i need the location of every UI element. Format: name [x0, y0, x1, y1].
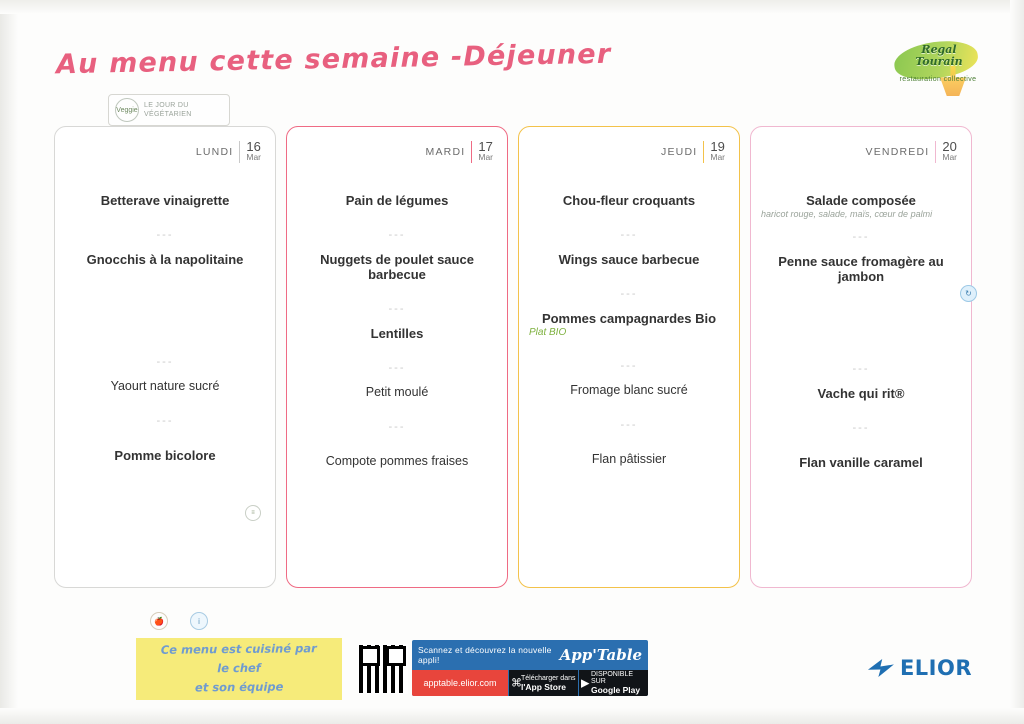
dish-separator: --- [156, 356, 174, 368]
day-name-monday: LUNDI [195, 146, 234, 158]
app-store-button[interactable] [508, 670, 578, 696]
veggie-stamp-label [144, 101, 192, 119]
veggie-stamp-line1: LE JOUR DU [144, 102, 189, 109]
day-name-tuesday: MARDI [425, 146, 466, 158]
app-store-small: Télécharger dans [521, 674, 576, 682]
dish-item: Fromage blanc sucré [570, 383, 688, 397]
dish-separator: --- [620, 229, 638, 241]
dish-item: Betterave vinaigrette [100, 193, 230, 208]
day-column-monday [54, 126, 276, 588]
dish-separator: --- [388, 303, 406, 315]
day-date-month-friday: Mar [942, 152, 957, 162]
day-header-thursday [529, 141, 729, 171]
day-date-number-tuesday: 17 [478, 139, 493, 154]
logo-name-line2: Tourain [915, 55, 963, 68]
company-logo [894, 36, 978, 98]
logo-subtitle: restauration collective [899, 76, 977, 83]
day-column-friday [750, 126, 972, 588]
dish-separator: --- [852, 363, 870, 375]
dish-item: Yaourt nature sucré [110, 379, 220, 393]
info-badge-icon: ↻ [960, 285, 977, 302]
dish-item: Chou-fleur croquants [562, 193, 696, 208]
dish-item: Salade composée [806, 193, 916, 208]
veggie-day-stamp [108, 94, 230, 126]
day-date-number-friday: 20 [942, 139, 957, 154]
veggie-stamp-line2: VÉGÉTARIEN [144, 111, 192, 118]
dish-item: Petit moulé [365, 385, 429, 399]
elior-logo-icon [868, 659, 894, 677]
app-promo-tagline: Scannez et découvrez la nouvelle appli! [418, 645, 552, 665]
dish-separator: --- [156, 415, 174, 427]
app-url-button[interactable]: apptable.elior.com [412, 670, 508, 696]
day-header-friday [761, 141, 961, 171]
dish-separator: --- [388, 421, 406, 433]
veggie-icon: Veggie [115, 98, 139, 122]
dish-item: Lentilles [370, 326, 424, 341]
day-date-tuesday [471, 141, 493, 163]
dish-item: Flan pâtissier [591, 452, 667, 466]
dish-ingredients-note: haricot rouge, salade, maïs, cœur de palmi [761, 209, 933, 219]
google-play-button[interactable] [578, 670, 648, 696]
day-date-monday [239, 141, 261, 163]
scan-edge-left [0, 0, 18, 724]
apple-logo-icon: ⌘ [511, 677, 522, 690]
elior-brand-name: ELIOR [899, 656, 972, 680]
day-name-friday: VENDREDI [865, 146, 930, 158]
dish-separator: --- [620, 360, 638, 372]
google-play-icon: ▶ [581, 677, 590, 690]
apple-icon: 🍎 [150, 612, 168, 630]
day-column-thursday [518, 126, 740, 588]
dish-item: Wings sauce barbecue [558, 252, 700, 267]
app-promo-banner[interactable] [412, 640, 648, 696]
day-date-month-tuesday: Mar [478, 152, 493, 162]
dish-separator: --- [388, 362, 406, 374]
footer-icon-row [150, 612, 208, 630]
chef-note-line3: et son équipe [194, 679, 284, 695]
day-column-tuesday [286, 126, 508, 588]
app-store-label: l'App Store [521, 681, 566, 692]
dish-item: Gnocchis à la napolitaine [86, 252, 244, 267]
day-date-month-monday: Mar [246, 152, 261, 162]
day-date-month-thursday: Mar [710, 152, 725, 162]
day-header-tuesday [297, 141, 497, 171]
dish-separator: --- [620, 288, 638, 300]
day-date-thursday [703, 141, 725, 163]
app-promo-top [412, 640, 648, 670]
dish-list-thursday [529, 193, 729, 467]
day-date-friday [935, 141, 957, 163]
dish-item: Pain de légumes [345, 193, 449, 208]
dish-item: Compote pommes fraises [325, 454, 469, 468]
chef-note-line2: le chef [217, 660, 261, 676]
qr-code-icon[interactable] [358, 644, 408, 694]
app-promo-brand: App'Table [559, 646, 642, 664]
page-title: Au menu cette semaine -Déjeuner [55, 38, 612, 81]
app-promo-bottom [412, 670, 648, 696]
dish-bio-label: Plat BIO [529, 327, 567, 338]
day-header-monday [65, 141, 265, 171]
dish-separator: --- [156, 229, 174, 241]
elior-brand [868, 656, 972, 680]
scan-edge-top [0, 0, 1024, 14]
google-play-small: DISPONIBLE SUR [591, 671, 634, 685]
logo-name [900, 44, 978, 68]
dish-separator: --- [852, 231, 870, 243]
dish-separator: --- [388, 229, 406, 241]
dish-separator: --- [620, 419, 638, 431]
scan-edge-right [1010, 0, 1024, 724]
dish-list-monday [65, 193, 265, 463]
chef-note [136, 639, 343, 698]
day-name-thursday: JEUDI [661, 146, 698, 158]
dish-list-tuesday [297, 193, 497, 469]
google-play-label: Google Play [591, 685, 641, 695]
dish-item: Nuggets de poulet sauce barbecue [320, 252, 474, 282]
veggie-badge-icon: ≡ [245, 505, 261, 521]
day-date-number-thursday: 19 [710, 139, 725, 154]
dish-list-friday [761, 193, 961, 470]
dish-item: Penne sauce fromagère au jambon [778, 254, 944, 284]
dish-item: Pomme bicolore [114, 448, 216, 463]
week-menu-columns [54, 126, 974, 588]
info-icon: i [190, 612, 208, 630]
scan-edge-bottom [0, 708, 1024, 724]
day-date-number-monday: 16 [246, 139, 261, 154]
dish-item: Pommes campagnardes Bio [541, 311, 717, 326]
logo-name-line1: Regal [921, 43, 957, 56]
dish-separator: --- [852, 422, 870, 434]
chef-note-line1: Ce menu est cuisiné par [160, 641, 317, 657]
dish-item: Flan vanille caramel [799, 455, 923, 470]
dish-item: Vache qui rit® [817, 386, 905, 401]
